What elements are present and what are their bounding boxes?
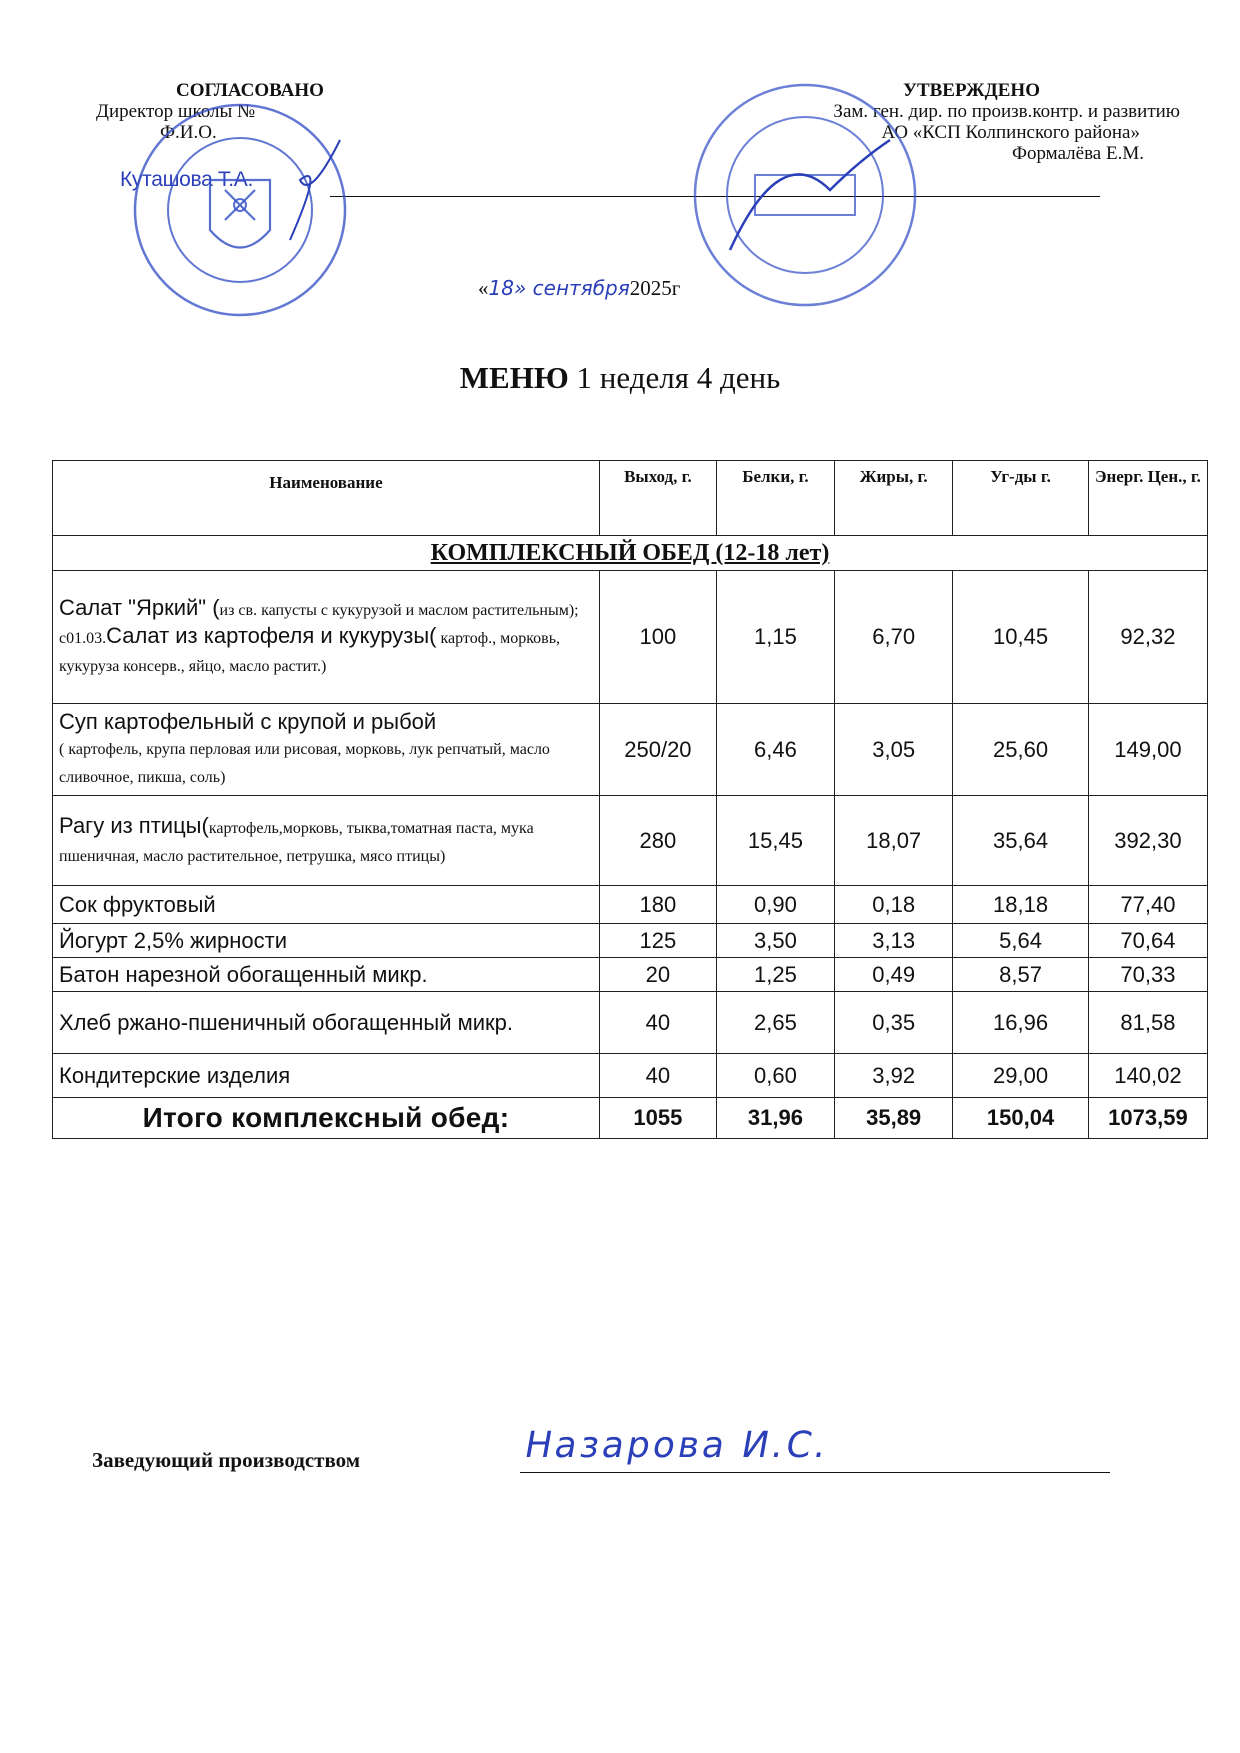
- dish-ingredients: ( картофель, крупа перловая или рисовая, морковь, лук репчатый, масло сливочное, пикша, соль): [59, 741, 550, 786]
- header-energy: Энерг. Цен., г.: [1088, 461, 1207, 536]
- dish-protein: 3,50: [716, 924, 834, 958]
- table-row: [53, 704, 1208, 796]
- dish-fat: 18,07: [835, 796, 953, 886]
- dish-protein: 0,60: [716, 1054, 834, 1098]
- total-row: [53, 1098, 1208, 1139]
- dish-protein: 1,25: [716, 958, 834, 992]
- dish-fat: 0,49: [835, 958, 953, 992]
- approval-agreed-role: Директор школы №: [96, 101, 256, 122]
- dish-title: Суп картофельный с крупой и рыбой: [59, 709, 437, 734]
- dish-protein: 15,45: [716, 796, 834, 886]
- dish-title: Салат "Яркий" (: [59, 595, 220, 620]
- total-output: 1055: [599, 1098, 716, 1139]
- dish-energy: 92,32: [1088, 571, 1207, 704]
- dish-name: [53, 704, 600, 796]
- dish-title: Рагу из птицы(: [59, 812, 209, 838]
- approval-date: [478, 276, 680, 301]
- approval-agreed-fio-label: Ф.И.О.: [160, 122, 217, 143]
- dish-protein: 6,46: [716, 704, 834, 796]
- dish-output: 20: [599, 958, 716, 992]
- dish-fat: 0,18: [835, 886, 953, 924]
- dish-ingredients: картофель,морковь, тыква,томатная паста, мука пшеничная, масло растительное, петрушка, мясо птицы): [59, 819, 534, 865]
- table-row: [53, 958, 1208, 992]
- dish-carbs: 5,64: [953, 924, 1089, 958]
- dish-fat: 3,05: [835, 704, 953, 796]
- section-title: КОМПЛЕКСНЫЙ ОБЕД (12-18 лет): [53, 536, 1208, 571]
- production-manager-signature: Назарова И.С.: [521, 1425, 833, 1466]
- header-protein: Белки, г.: [716, 461, 834, 536]
- dish-name: Сок фруктовый: [53, 886, 600, 924]
- dish-name: Хлеб ржано-пшеничный обогащенный микр.: [53, 992, 600, 1054]
- dish-energy: 77,40: [1088, 886, 1207, 924]
- table-row: [53, 886, 1208, 924]
- dish-carbs: 35,64: [953, 796, 1089, 886]
- company-seal-stamp: [690, 80, 920, 310]
- table-row: [53, 1054, 1208, 1098]
- dish-title-2: Салат из картофеля и кукурузы(: [106, 623, 437, 648]
- table-row: [53, 924, 1208, 958]
- dish-output: 100: [599, 571, 716, 704]
- dish-carbs: 8,57: [953, 958, 1089, 992]
- dish-protein: 1,15: [716, 571, 834, 704]
- dish-output: 180: [599, 886, 716, 924]
- total-carbs: 150,04: [953, 1098, 1089, 1139]
- total-label: Итого комплексный обед:: [53, 1098, 600, 1139]
- dish-energy: 140,02: [1088, 1054, 1207, 1098]
- dish-carbs: 18,18: [953, 886, 1089, 924]
- menu-table: [52, 460, 1208, 1139]
- section-row: [53, 536, 1208, 571]
- dish-name: [53, 571, 600, 704]
- dish-fat: 3,92: [835, 1054, 953, 1098]
- date-open-quote: «: [478, 276, 489, 300]
- approval-approved-role: Зам. ген. дир. по произв.контр. и развитию: [833, 101, 1180, 122]
- dish-protein: 2,65: [716, 992, 834, 1054]
- dish-protein: 0,90: [716, 886, 834, 924]
- header-carbs: Уг-ды г.: [953, 461, 1089, 536]
- dish-name: Йогурт 2,5% жирности: [53, 924, 600, 958]
- dish-fat: 3,13: [835, 924, 953, 958]
- dish-output: 125: [599, 924, 716, 958]
- dish-output: 280: [599, 796, 716, 886]
- approval-agreed-heading: СОГЛАСОВАНО: [176, 80, 324, 101]
- table-header-row: [53, 461, 1208, 536]
- approval-approved-org: АО «КСП Колпинского района»: [881, 122, 1140, 143]
- dish-ingredients: из св. капусты с кукурузой и маслом растительным); с01.03.: [59, 602, 579, 647]
- dish-output: 250/20: [599, 704, 716, 796]
- dish-carbs: 29,00: [953, 1054, 1089, 1098]
- title-rest: 1 неделя 4 день: [568, 360, 781, 395]
- title-bold: МЕНЮ: [459, 360, 569, 395]
- approval-approved-heading: УТВЕРЖДЕНО: [903, 80, 1040, 101]
- dish-energy: 149,00: [1088, 704, 1207, 796]
- dish-carbs: 10,45: [953, 571, 1089, 704]
- approval-approved-name: Формалёва Е.М.: [1011, 143, 1144, 164]
- dish-name: Кондитерские изделия: [53, 1054, 600, 1098]
- header-name: Наименование: [53, 461, 600, 536]
- total-energy: 1073,59: [1088, 1098, 1207, 1139]
- page-title: [0, 360, 1240, 396]
- table-row: [53, 571, 1208, 704]
- header-output: Выход, г.: [599, 461, 716, 536]
- dish-output: 40: [599, 992, 716, 1054]
- header-fat: Жиры, г.: [835, 461, 953, 536]
- approval-agreed-name-stamp: Куташова Т.А.: [120, 168, 254, 191]
- dish-fat: 6,70: [835, 571, 953, 704]
- dish-carbs: 16,96: [953, 992, 1089, 1054]
- dish-energy: 70,64: [1088, 924, 1207, 958]
- dish-energy: 81,58: [1088, 992, 1207, 1054]
- date-handwritten: 18» сентября: [488, 276, 630, 300]
- school-seal-stamp: [130, 100, 350, 320]
- dish-name: [53, 796, 600, 886]
- dish-energy: 392,30: [1088, 796, 1207, 886]
- date-year: 2025г: [629, 276, 681, 300]
- total-protein: 31,96: [716, 1098, 834, 1139]
- dish-energy: 70,33: [1088, 958, 1207, 992]
- table-row: [53, 796, 1208, 886]
- dish-ingredients-2: картоф., морковь, кукуруза консерв., яйцо, масло растит.): [59, 630, 561, 675]
- table-row: [53, 992, 1208, 1054]
- dish-name: Батон нарезной обогащенный микр.: [53, 958, 600, 992]
- total-fat: 35,89: [835, 1098, 953, 1139]
- dish-carbs: 25,60: [953, 704, 1089, 796]
- production-manager-label: Заведующий производством: [92, 1448, 361, 1472]
- dish-output: 40: [599, 1054, 716, 1098]
- dish-fat: 0,35: [835, 992, 953, 1054]
- footer-signature-line: [520, 1472, 1110, 1473]
